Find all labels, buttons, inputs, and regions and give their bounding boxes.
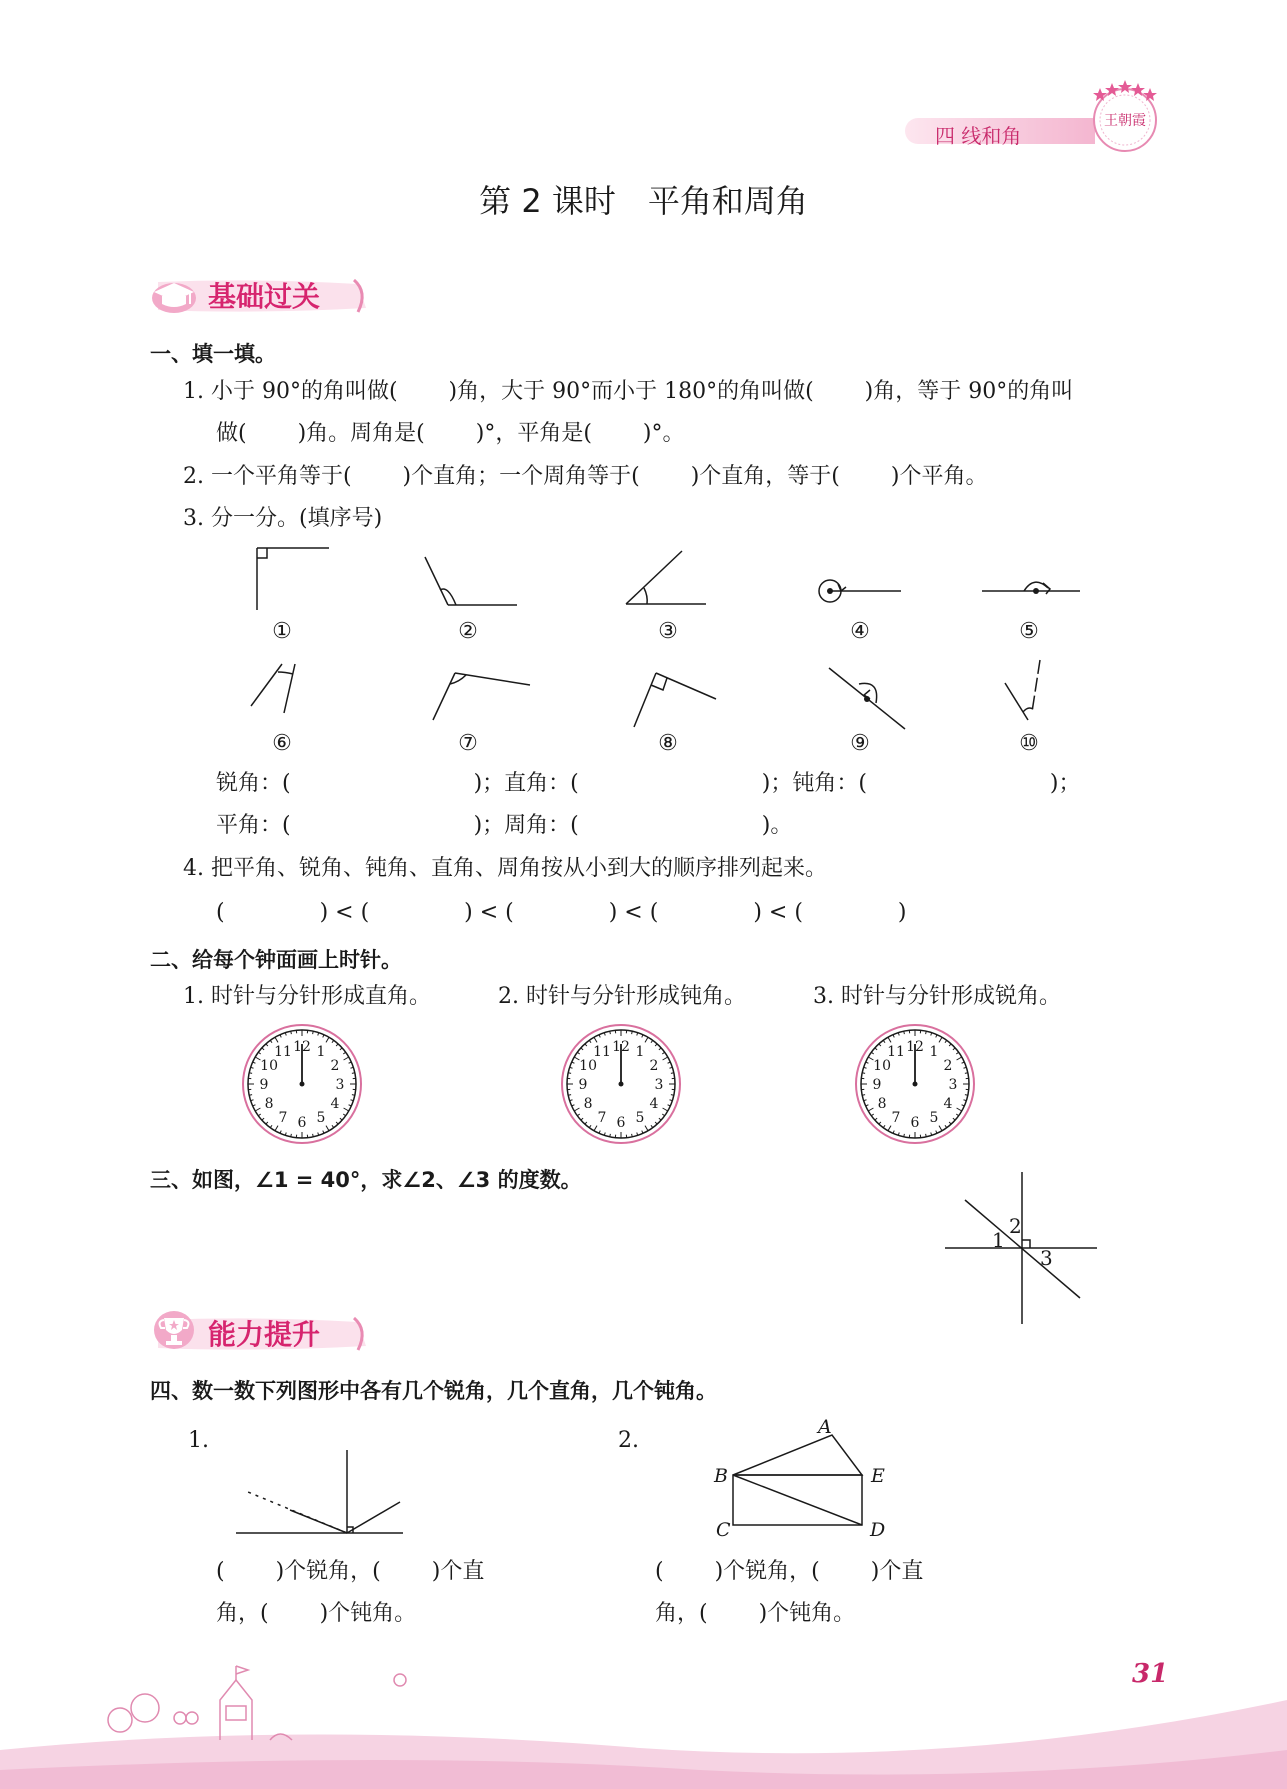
- angle-label-9: ⑨: [850, 731, 870, 756]
- angle-label-2: ②: [458, 619, 478, 644]
- clock-center: [300, 1082, 305, 1087]
- angle-label-5: ⑤: [1019, 619, 1039, 644]
- angle-mark-2: 2: [1009, 1214, 1022, 1238]
- clock-svg: [237, 1019, 367, 1149]
- clock-number: 10: [579, 1058, 598, 1074]
- angle-figure-10: [1005, 660, 1040, 720]
- section-title-basic: 基础过关: [208, 280, 321, 313]
- clock-number: 6: [910, 1115, 920, 1131]
- clock-tick: [610, 1134, 611, 1137]
- logo-text: 王朝霞: [1104, 113, 1146, 129]
- clock-number: 4: [943, 1096, 953, 1112]
- section-title-ability: 能力提升: [208, 1318, 321, 1351]
- page-number: 31: [1132, 1659, 1169, 1689]
- clock-tick: [610, 1031, 611, 1034]
- clock-number: 5: [929, 1109, 939, 1126]
- footer-decoration: [0, 1640, 1287, 1789]
- q1-item1-line1: 1. 小于 90°的角叫做( )角，大于 90°而小于 180°的角叫做( )角，等于 90°的角叫: [183, 379, 1074, 404]
- clock-number: 10: [260, 1058, 279, 1074]
- angle-figure-6: [251, 664, 295, 713]
- clock-number: 12: [906, 1039, 924, 1055]
- clock-tick: [568, 1073, 571, 1074]
- clock-number: 2: [330, 1058, 340, 1074]
- clock-number: 10: [873, 1058, 892, 1074]
- clock-number: 8: [877, 1096, 887, 1112]
- q4-answer-2-line1: ( )个锐角，( )个直: [655, 1559, 924, 1584]
- clock-number: 5: [316, 1109, 326, 1126]
- q2-heading: 二、给每个钟面画上时针。: [150, 948, 402, 972]
- clock-number: 3: [948, 1077, 958, 1093]
- clock-number: 9: [578, 1077, 588, 1093]
- clock-number: 12: [612, 1039, 630, 1055]
- q1-item3: 3. 分一分。(填序号): [183, 506, 383, 531]
- clock-number: 9: [872, 1077, 882, 1093]
- clock-tick: [632, 1134, 633, 1137]
- angle-figure-2: [425, 557, 517, 605]
- q2-task-3: 3. 时针与分针形成锐角。: [813, 984, 1061, 1009]
- clock-number: 2: [649, 1058, 659, 1074]
- intersecting-lines-figure: [940, 1170, 1110, 1330]
- clock-number: 7: [891, 1109, 901, 1126]
- clock-center: [619, 1082, 624, 1087]
- angle-label-6: ⑥: [272, 731, 292, 756]
- clock-tick: [632, 1031, 633, 1034]
- angle-label-3: ③: [658, 619, 678, 644]
- clock-tick: [291, 1134, 292, 1137]
- clock-tick: [862, 1073, 865, 1074]
- clock-number: 7: [597, 1109, 607, 1126]
- lesson-title: 第 2 课时 平角和周角: [479, 182, 808, 220]
- q4-figure-1: [230, 1440, 410, 1540]
- clock-tick: [313, 1134, 314, 1137]
- angle-figures: [0, 0, 1287, 760]
- unit-label: 四 线和角: [935, 124, 1022, 148]
- classify-line-1: 锐角：( )；直角：( )；钝角：( )；: [216, 771, 1081, 796]
- angle-label-10: ⑩: [1019, 731, 1039, 756]
- angle-mark-3: 3: [1040, 1246, 1053, 1270]
- clock-tick: [291, 1031, 292, 1034]
- point-label-A: A: [818, 1416, 832, 1438]
- point-label-D: D: [870, 1519, 886, 1541]
- classify-line-2: 平角：( )；周角：( )。: [216, 813, 793, 838]
- clock-number: 11: [274, 1044, 292, 1061]
- order-line: ( ) < ( ) < ( ) < ( ) < ( ): [216, 900, 907, 925]
- q4-figure-2: [715, 1415, 895, 1545]
- q1-item1-line2: 做( )角。周角是( )°，平角是( )°。: [216, 421, 685, 446]
- angle-label-4: ④: [850, 619, 870, 644]
- clock-number: 11: [887, 1044, 905, 1061]
- clock-tick: [568, 1095, 571, 1096]
- q1-heading: 一、填一填。: [150, 342, 276, 366]
- clock-tick: [965, 1073, 968, 1074]
- clock-number: 2: [943, 1058, 953, 1074]
- clock-number: 4: [649, 1096, 659, 1112]
- clock-number: 11: [593, 1044, 611, 1061]
- clock-number: 6: [297, 1115, 307, 1131]
- clock-number: 1: [635, 1044, 645, 1061]
- clock-number: 9: [259, 1077, 269, 1093]
- clock-tick: [965, 1095, 968, 1096]
- point-label-E: E: [871, 1465, 885, 1487]
- point-label-B: B: [714, 1465, 728, 1487]
- clock-tick: [249, 1073, 252, 1074]
- angle-label-1: ①: [272, 619, 292, 644]
- clock-svg: [850, 1019, 980, 1149]
- clock-number: 7: [278, 1109, 288, 1126]
- q4-heading: 四、数一数下列图形中各有几个锐角，几个直角，几个钝角。: [150, 1379, 717, 1403]
- q4-answer-1-line1: ( )个锐角，( )个直: [216, 1559, 485, 1584]
- clock-tick: [904, 1134, 905, 1137]
- clock-svg: [556, 1019, 686, 1149]
- angle-figure-8: [634, 673, 716, 727]
- clock-tick: [313, 1031, 314, 1034]
- angle-figure-1: [257, 548, 329, 610]
- clock-tick: [904, 1031, 905, 1034]
- q4-fig1-number: 1.: [188, 1428, 209, 1453]
- clock-number: 6: [616, 1115, 626, 1131]
- q2-task-1: 1. 时针与分针形成直角。: [183, 984, 431, 1009]
- q3-heading: 三、如图，∠1 = 40°，求∠2、∠3 的度数。: [150, 1168, 582, 1192]
- angle-mark-1: 1: [992, 1228, 1005, 1252]
- angle-figure-5: [982, 582, 1080, 594]
- clock-tick: [862, 1095, 865, 1096]
- angle-label-7: ⑦: [458, 731, 478, 756]
- clock-number: 12: [293, 1039, 311, 1055]
- clock-number: 3: [335, 1077, 345, 1093]
- clock-tick: [352, 1095, 355, 1096]
- point-label-C: C: [716, 1519, 731, 1541]
- q4-answer-1-line2: 角，( )个钝角。: [216, 1601, 417, 1626]
- q1-item4: 4. 把平角、锐角、钝角、直角、周角按从小到大的顺序排列起来。: [183, 856, 827, 881]
- angle-label-8: ⑧: [658, 731, 678, 756]
- clock-tick: [352, 1073, 355, 1074]
- clock-number: 8: [583, 1096, 593, 1112]
- clock-center: [913, 1082, 918, 1087]
- angle-figure-3: [626, 551, 706, 604]
- clock-number: 4: [330, 1096, 340, 1112]
- q2-task-2: 2. 时针与分针形成钝角。: [498, 984, 746, 1009]
- q1-item2: 2. 一个平角等于( )个直角；一个周角等于( )个直角，等于( )个平角。: [183, 464, 988, 489]
- clock-number: 5: [635, 1109, 645, 1126]
- clock-number: 1: [929, 1044, 939, 1061]
- trophy-icon: [152, 1308, 196, 1352]
- clock-tick: [249, 1095, 252, 1096]
- q4-answer-2-line2: 角，( )个钝角。: [655, 1601, 856, 1626]
- clock-tick: [671, 1073, 674, 1074]
- clock-number: 1: [316, 1044, 326, 1061]
- clock-tick: [671, 1095, 674, 1096]
- clock-number: 3: [654, 1077, 664, 1093]
- clock-number: 8: [264, 1096, 274, 1112]
- clock-tick: [926, 1031, 927, 1034]
- angle-figure-7: [433, 673, 530, 720]
- q4-fig2-number: 2.: [618, 1428, 639, 1453]
- clock-tick: [926, 1134, 927, 1137]
